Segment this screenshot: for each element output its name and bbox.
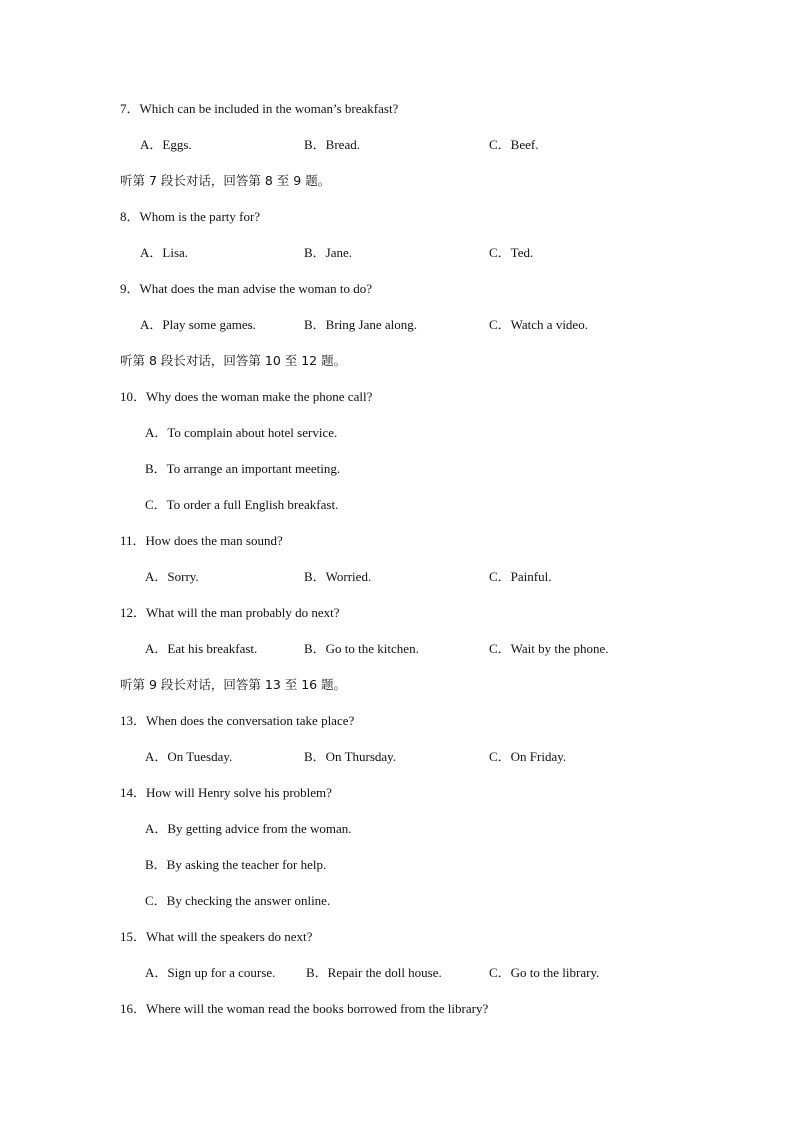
q7-option-a: A．Eggs. [140,137,192,152]
q9-option-b: B．Bring Jane along. [304,317,418,332]
question-8: 8．Whom is the party for? [120,209,261,224]
q12-option-b: B．Go to the kitchen. [304,641,419,656]
q11-option-a: A．Sorry. [145,569,199,584]
question-15: 15．What will the speakers do next? [120,929,313,944]
q14-option-a: A．By getting advice from the woman. [145,821,352,836]
question-11: 11．How does the man sound? [120,533,283,548]
q11-option-b: B．Worried. [304,569,372,584]
q14-option-c: C．By checking the answer online. [145,893,331,908]
q15-option-b: B．Repair the doll house. [306,965,442,980]
question-10: 10．Why does the woman make the phone call? [120,389,373,404]
q9-option-a: A．Play some games. [140,317,256,332]
section-instruction-7: 听第 7 段长对话，回答第 8 至 9 题。 [120,173,331,188]
question-9: 9．What does the man advise the woman to do? [120,281,372,296]
q10-option-c: C．To order a full English breakfast. [145,497,339,512]
q13-option-c: C．On Friday. [489,749,567,764]
q13-option-a: A．On Tuesday. [145,749,233,764]
q10-option-b: B．To arrange an important meeting. [145,461,341,476]
q10-option-a: A．To complain about hotel service. [145,425,338,440]
question-12: 12．What will the man probably do next? [120,605,340,620]
q11-option-c: C．Painful. [489,569,552,584]
q12-option-a: A．Eat his breakfast. [145,641,258,656]
section-instruction-9: 听第 9 段长对话，回答第 13 至 16 题。 [120,677,347,692]
q8-option-c: C．Ted. [489,245,534,260]
question-14: 14．How will Henry solve his problem? [120,785,332,800]
q9-option-c: C．Watch a video. [489,317,588,332]
question-13: 13．When does the conversation take place? [120,713,355,728]
q8-option-b: B．Jane. [304,245,353,260]
q7-option-b: B．Bread. [304,137,360,152]
q7-option-c: C．Beef. [489,137,539,152]
q15-option-c: C．Go to the library. [489,965,600,980]
section-instruction-8: 听第 8 段长对话，回答第 10 至 12 题。 [120,353,347,368]
q8-option-a: A．Lisa. [140,245,189,260]
question-7: 7．Which can be included in the woman’s breakfast? [120,101,399,116]
q12-option-c: C．Wait by the phone. [489,641,609,656]
q14-option-b: B．By asking the teacher for help. [145,857,327,872]
q15-option-a: A．Sign up for a course. [145,965,276,980]
question-16: 16．Where will the woman read the books borrowed from the library? [120,1001,489,1016]
q13-option-b: B．On Thursday. [304,749,397,764]
